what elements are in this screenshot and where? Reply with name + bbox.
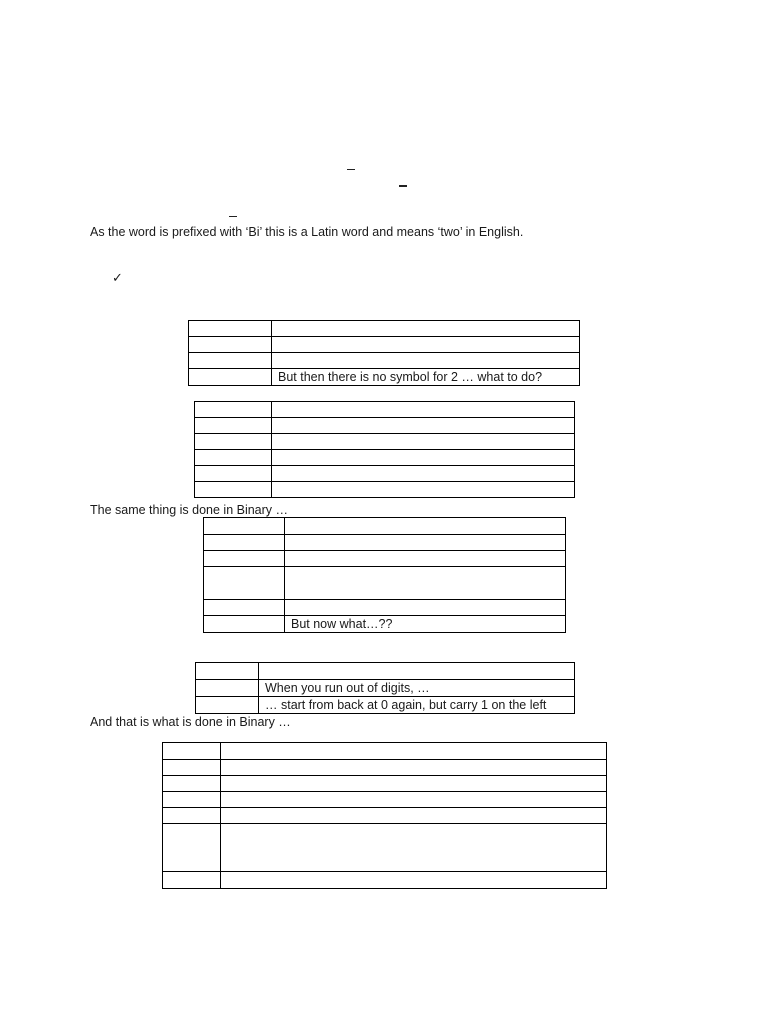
table-cell	[196, 663, 259, 680]
table-cell	[221, 792, 607, 808]
table-cell	[272, 434, 575, 450]
table-cell	[221, 743, 607, 760]
table-row	[163, 808, 607, 824]
table-row	[204, 535, 566, 551]
table-cell	[272, 353, 580, 369]
table-cell: But now what…??	[285, 616, 566, 633]
table-row	[195, 482, 575, 498]
table-row	[163, 792, 607, 808]
table-cell: When you run out of digits, …	[259, 680, 575, 697]
table-cell	[204, 551, 285, 567]
table-cell	[204, 567, 285, 600]
table-cell	[204, 600, 285, 616]
table-row	[204, 616, 566, 633]
table-row	[196, 663, 575, 680]
check-icon: ✓	[112, 270, 123, 285]
table-cell	[285, 518, 566, 535]
table-row	[196, 680, 575, 697]
table-row	[189, 369, 580, 386]
table-cell	[259, 663, 575, 680]
table-row	[204, 551, 566, 567]
intro-paragraph: As the word is prefixed with ‘Bi’ this is a Latin word and means ‘two’ in English.	[90, 225, 524, 239]
table-cell	[204, 535, 285, 551]
and-that-paragraph: And that is what is done in Binary …	[90, 715, 291, 729]
table-cell	[221, 808, 607, 824]
table-row	[195, 466, 575, 482]
table-cell	[189, 353, 272, 369]
table-cell	[163, 760, 221, 776]
table-cell	[285, 535, 566, 551]
table-row	[195, 418, 575, 434]
table-row	[189, 353, 580, 369]
table-row	[189, 321, 580, 337]
table-cell	[272, 402, 575, 418]
table-cell	[163, 776, 221, 792]
table-cell	[196, 697, 259, 714]
table-cell	[285, 600, 566, 616]
table-cell: … start from back at 0 again, but carry 1 on the left	[259, 697, 575, 714]
table-cell: But then there is no symbol for 2 … what to do?	[272, 369, 580, 386]
table-2	[194, 401, 575, 498]
dash-mark-2	[399, 185, 407, 187]
table-cell	[285, 567, 566, 600]
dash-mark-3	[229, 216, 237, 217]
table-row	[195, 402, 575, 418]
table-1	[188, 320, 580, 386]
table-row	[204, 518, 566, 535]
table-row	[204, 567, 566, 600]
table-cell	[196, 680, 259, 697]
table-cell	[272, 466, 575, 482]
table-cell	[189, 337, 272, 353]
table-cell	[272, 482, 575, 498]
table-cell	[272, 321, 580, 337]
table-cell	[221, 776, 607, 792]
table-row	[163, 760, 607, 776]
table-cell	[204, 518, 285, 535]
table-row	[204, 600, 566, 616]
table-3	[203, 517, 566, 633]
table-row	[189, 337, 580, 353]
table-cell	[163, 824, 221, 872]
table-row	[163, 824, 607, 872]
table-cell	[163, 808, 221, 824]
table-row	[163, 872, 607, 889]
table-cell	[189, 321, 272, 337]
table-row	[195, 450, 575, 466]
table-cell	[195, 402, 272, 418]
table-cell	[272, 450, 575, 466]
table-cell	[221, 824, 607, 872]
table-cell	[195, 418, 272, 434]
table-cell	[163, 792, 221, 808]
table-5	[162, 742, 607, 889]
table-cell	[272, 337, 580, 353]
table-cell	[285, 551, 566, 567]
table-row	[196, 697, 575, 714]
table-row	[195, 434, 575, 450]
table-cell	[195, 482, 272, 498]
same-thing-paragraph: The same thing is done in Binary …	[90, 503, 289, 517]
table-cell	[195, 434, 272, 450]
dash-mark-1	[347, 169, 355, 170]
table-cell	[195, 450, 272, 466]
table-cell	[163, 872, 221, 889]
table-row	[163, 776, 607, 792]
table-cell	[163, 743, 221, 760]
table-cell	[204, 616, 285, 633]
table-cell	[221, 760, 607, 776]
table-cell	[221, 872, 607, 889]
table-cell	[195, 466, 272, 482]
table-cell	[272, 418, 575, 434]
table-row	[163, 743, 607, 760]
table-cell	[189, 369, 272, 386]
table-4	[195, 662, 575, 714]
